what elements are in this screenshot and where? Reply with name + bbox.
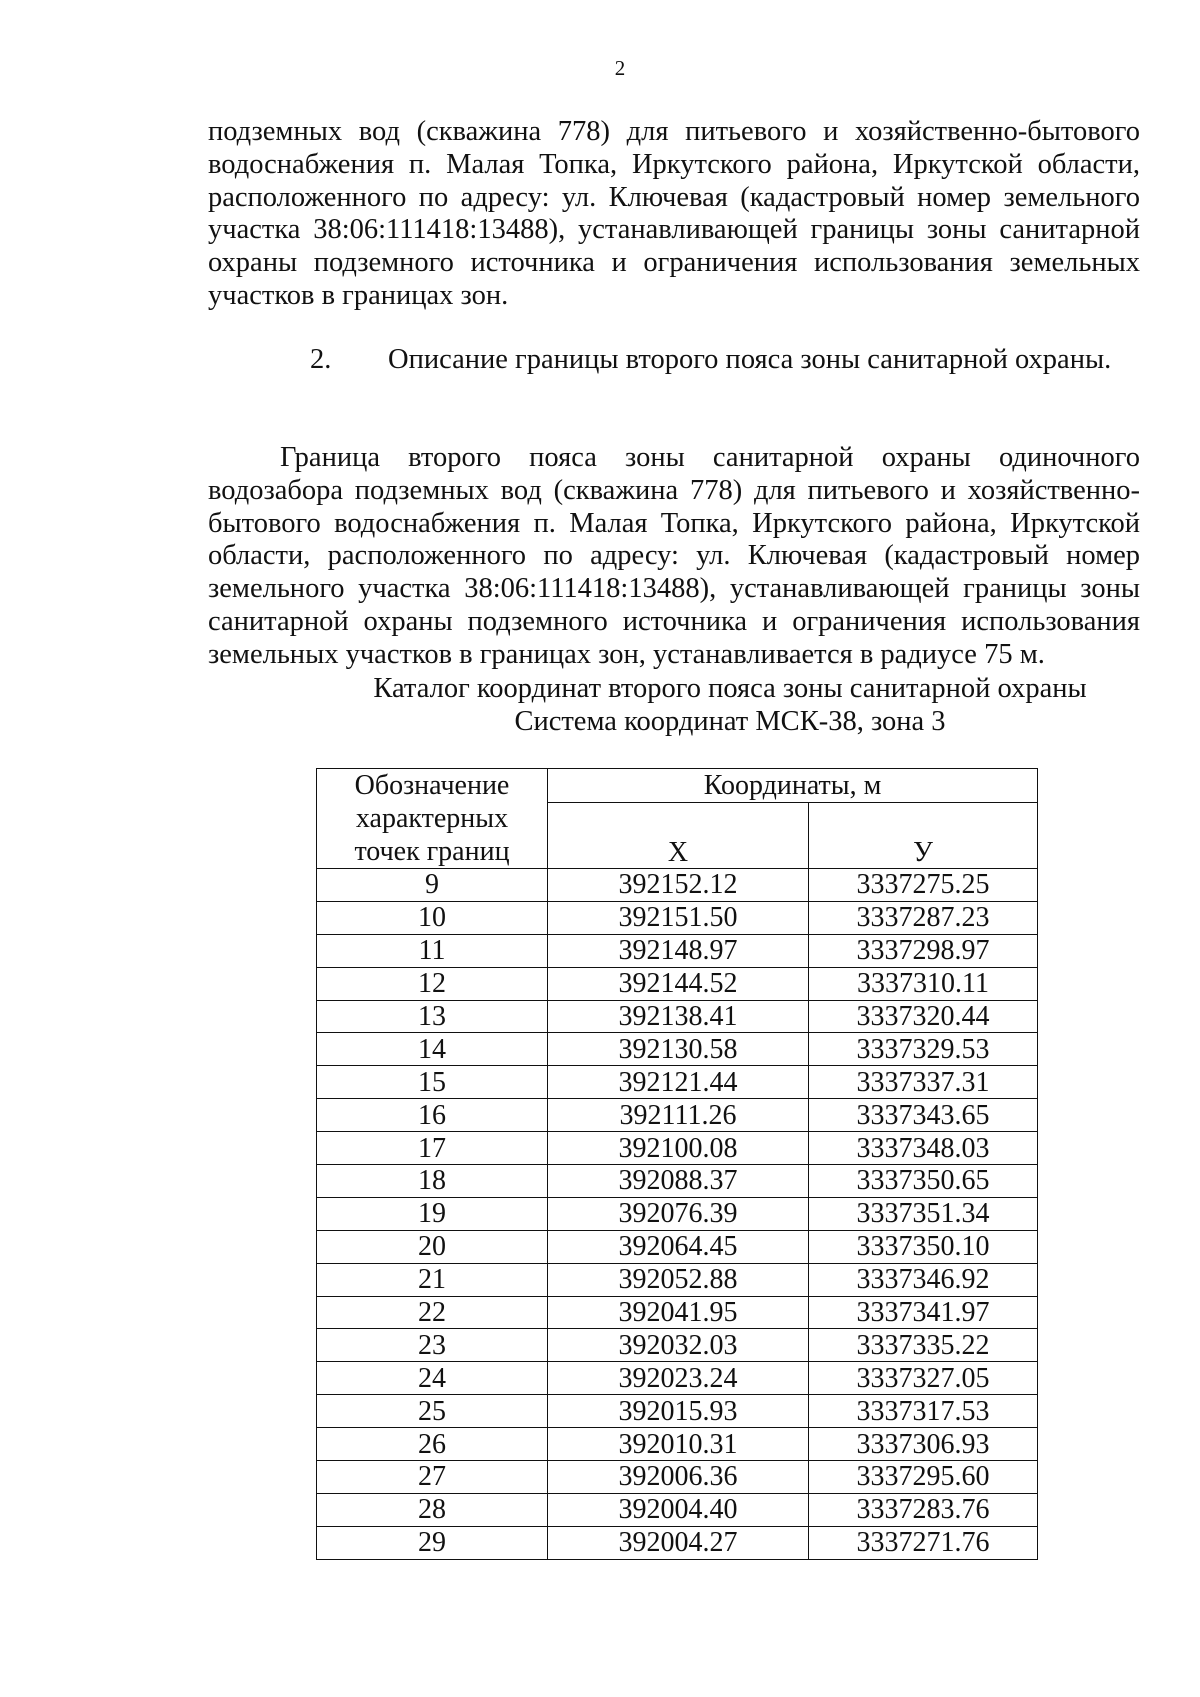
table-row [317, 1428, 1038, 1461]
cell-y: 3337350.10 [809, 1230, 1038, 1263]
cell-x: 392010.31 [548, 1428, 809, 1461]
cell-y: 3337327.05 [809, 1362, 1038, 1395]
table-row [317, 1395, 1038, 1428]
cell-x: 392130.58 [548, 1033, 809, 1066]
table-row [317, 1329, 1038, 1362]
cell-point: 18 [317, 1165, 548, 1198]
cell-x: 392032.03 [548, 1329, 809, 1362]
cell-y: 3337295.60 [809, 1461, 1038, 1494]
cell-point: 12 [317, 967, 548, 1000]
cell-point: 29 [317, 1526, 548, 1559]
table-body [317, 869, 1038, 1560]
header-coordinates: Координаты, м [548, 769, 1038, 803]
cell-point: 21 [317, 1263, 548, 1296]
table-row [317, 1000, 1038, 1033]
cell-point: 24 [317, 1362, 548, 1395]
cell-x: 392151.50 [548, 901, 809, 934]
table-row [317, 1197, 1038, 1230]
cell-x: 392006.36 [548, 1461, 809, 1494]
cell-x: 392100.08 [548, 1132, 809, 1165]
cell-point: 15 [317, 1066, 548, 1099]
table-row [317, 934, 1038, 967]
page-number: 2 [614, 56, 626, 80]
cell-x: 392152.12 [548, 869, 809, 902]
table-row [317, 1362, 1038, 1395]
cell-x: 392148.97 [548, 934, 809, 967]
table-caption [200, 672, 1200, 738]
header-point-label: Обозначение характерных точек границ [317, 769, 548, 869]
cell-point: 14 [317, 1033, 548, 1066]
table-row [317, 869, 1038, 902]
header-x: Х [548, 803, 809, 869]
cell-x: 392041.95 [548, 1296, 809, 1329]
cell-x: 392004.40 [548, 1493, 809, 1526]
table-row [317, 1066, 1038, 1099]
cell-y: 3337287.23 [809, 901, 1038, 934]
cell-y: 3337341.97 [809, 1296, 1038, 1329]
header-y: У [809, 803, 1038, 869]
cell-y: 3337283.76 [809, 1493, 1038, 1526]
table-row [317, 1099, 1038, 1132]
cell-y: 3337346.92 [809, 1263, 1038, 1296]
cell-y: 3337271.76 [809, 1526, 1038, 1559]
cell-y: 3337335.22 [809, 1329, 1038, 1362]
cell-point: 11 [317, 934, 548, 967]
cell-point: 13 [317, 1000, 548, 1033]
cell-y: 3337348.03 [809, 1132, 1038, 1165]
cell-y: 3337343.65 [809, 1099, 1038, 1132]
cell-y: 3337329.53 [809, 1033, 1038, 1066]
cell-x: 392121.44 [548, 1066, 809, 1099]
cell-point: 10 [317, 901, 548, 934]
table-row [317, 901, 1038, 934]
cell-point: 16 [317, 1099, 548, 1132]
cell-point: 20 [317, 1230, 548, 1263]
cell-x: 392144.52 [548, 967, 809, 1000]
cell-point: 27 [317, 1461, 548, 1494]
cell-x: 392138.41 [548, 1000, 809, 1033]
coordinates-table [316, 768, 1038, 1560]
table-row [317, 967, 1038, 1000]
cell-point: 19 [317, 1197, 548, 1230]
cell-point: 17 [317, 1132, 548, 1165]
table-row [317, 1296, 1038, 1329]
cell-y: 3337350.65 [809, 1165, 1038, 1198]
table-row [317, 1230, 1038, 1263]
cell-x: 392064.45 [548, 1230, 809, 1263]
table-row [317, 1033, 1038, 1066]
table-row [317, 1461, 1038, 1494]
cell-x: 392111.26 [548, 1099, 809, 1132]
cell-y: 3337306.93 [809, 1428, 1038, 1461]
caption-coordinate-system: Система координат МСК-38, зона 3 [514, 706, 946, 737]
table-row [317, 1132, 1038, 1165]
table-row [317, 1165, 1038, 1198]
caption-title: Каталог координат второго пояса зоны санитарной охраны [373, 673, 1087, 704]
cell-x: 392023.24 [548, 1362, 809, 1395]
table-row [317, 1526, 1038, 1559]
cell-point: 23 [317, 1329, 548, 1362]
table-row [317, 1263, 1038, 1296]
paragraph-intro: подземных вод (скважина 778) для питьевого и хозяйственно-бытового водоснабжения п. Малая Топка, Иркутского района, Иркутской области, расположенного по адресу: ул. Ключевая (кадастровый номер земельного участка 38:06:111418:13488), устанавливающей границы зоны санитарной охраны подземного источника и ограничения использования земельных участков в границах зон. [208, 116, 1140, 311]
cell-y: 3337351.34 [809, 1197, 1038, 1230]
cell-x: 392015.93 [548, 1395, 809, 1428]
cell-point: 9 [317, 869, 548, 902]
table-row [317, 1493, 1038, 1526]
cell-y: 3337275.25 [809, 869, 1038, 902]
cell-point: 22 [317, 1296, 548, 1329]
section-title: Описание границы второго пояса зоны санитарной охраны. [388, 344, 1112, 375]
cell-y: 3337317.53 [809, 1395, 1038, 1428]
paragraph-boundary-description: Граница второго пояса зоны санитарной охраны одиночного водозабора подземных вод (скважина 778) для питьевого и хозяйственно-бытового водоснабжения п. Малая Топка, Иркутского района, Иркутской области, расположенного по адресу: ул. Ключевая (кадастровый номер земельного участка 38:06:111418:13488), устанавливающей границы зоны санитарной охраны подземного источника и ограничения использования земельных участков в границах зон, устанавливается в радиусе 75 м. [208, 442, 1140, 670]
cell-x: 392076.39 [548, 1197, 809, 1230]
cell-point: 25 [317, 1395, 548, 1428]
cell-x: 392004.27 [548, 1526, 809, 1559]
cell-point: 28 [317, 1493, 548, 1526]
cell-point: 26 [317, 1428, 548, 1461]
cell-y: 3337298.97 [809, 934, 1038, 967]
cell-y: 3337337.31 [809, 1066, 1038, 1099]
cell-x: 392052.88 [548, 1263, 809, 1296]
table-header-row [317, 769, 1038, 803]
cell-x: 392088.37 [548, 1165, 809, 1198]
section-number: 2. [310, 344, 332, 375]
cell-y: 3337310.11 [809, 967, 1038, 1000]
section-heading [310, 343, 1111, 376]
cell-y: 3337320.44 [809, 1000, 1038, 1033]
